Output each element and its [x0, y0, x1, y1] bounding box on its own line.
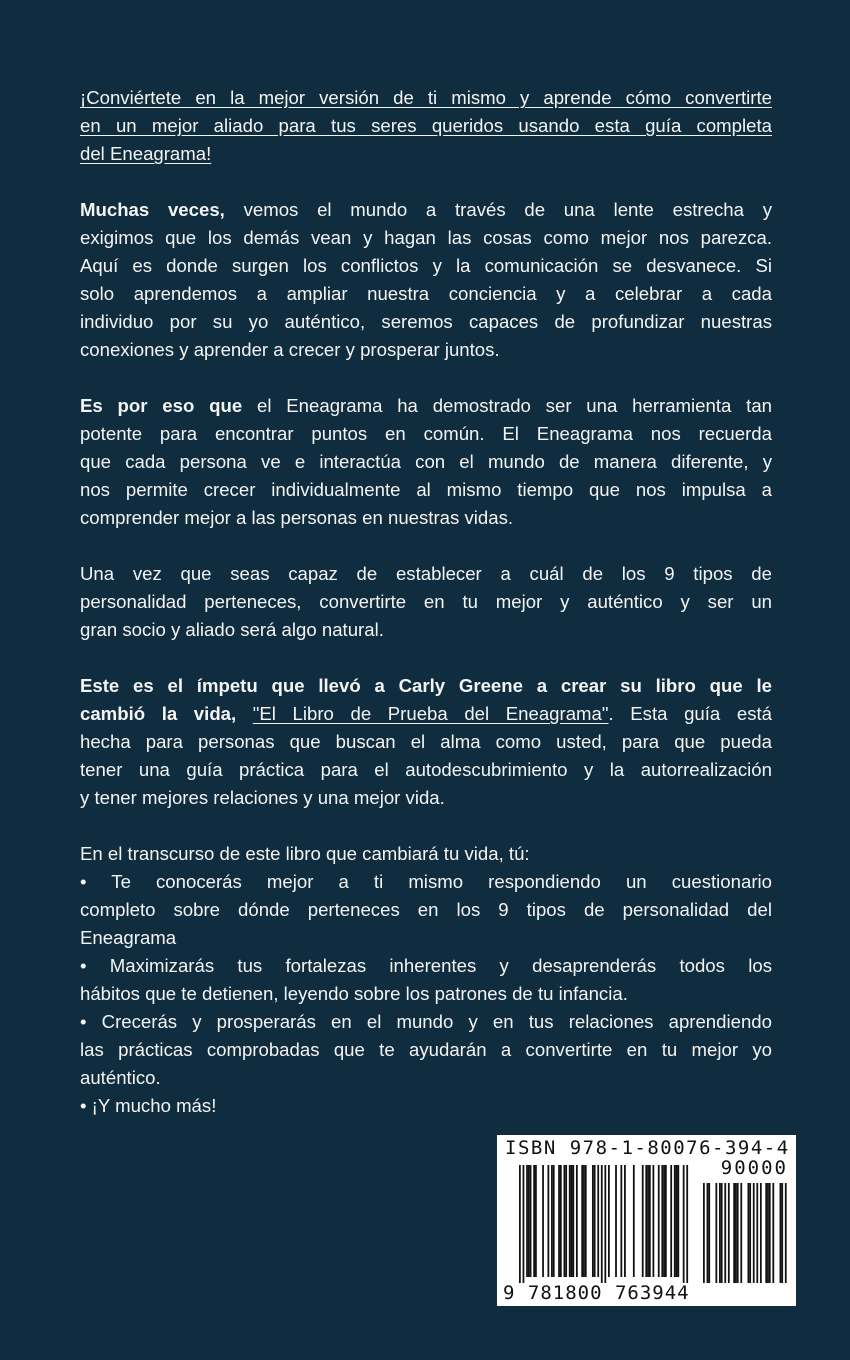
bold-text: cambió la vida, — [80, 703, 237, 724]
text-segment: • Te conocerás mejor a ti mismo respondiendo un cuestionario — [80, 871, 772, 892]
text-segment: • Maximizarás tus fortalezas inherentes y desaprenderás todos los — [80, 955, 772, 976]
addon-bar — [767, 1183, 769, 1283]
text-segment: que cada persona ve e interactúa con el mundo de manera diferente, y — [80, 451, 772, 472]
barcode-bar — [665, 1165, 667, 1277]
text-line — [80, 1092, 772, 1120]
addon-bar — [733, 1183, 735, 1283]
barcode-bar — [649, 1165, 651, 1277]
text-line — [80, 672, 772, 700]
paragraph — [80, 392, 772, 532]
text-line — [80, 280, 772, 308]
underlined-text: en un mejor aliado para tus seres queridos usando esta guía completa — [80, 115, 772, 136]
barcode-bar — [581, 1165, 583, 1277]
underlined-text: del Eneagrama! — [80, 143, 212, 164]
text-segment: las prácticas comprobadas que te ayudarán a convertirte en tu mejor yo — [80, 1039, 772, 1060]
text-segment: Una vez que seas capaz de establecer a cuál de los 9 tipos de — [80, 563, 772, 584]
underlined-text: ¡Conviértete en la mejor versión de ti mismo y aprende cómo convertirte — [80, 87, 772, 108]
isbn-label: ISBN 978-1-80076-394-4 — [505, 1137, 790, 1159]
text-line — [80, 252, 772, 280]
text-line — [80, 952, 772, 980]
barcode-bar — [633, 1165, 635, 1277]
underlined-text: "El Libro de Prueba del Eneagrama" — [252, 703, 609, 724]
isbn-barcode — [497, 1135, 796, 1306]
barcode-bar — [530, 1165, 532, 1277]
addon-bar — [737, 1183, 739, 1283]
barcode-bar — [601, 1165, 603, 1283]
barcode-bar — [542, 1165, 544, 1277]
barcode-bar — [670, 1165, 672, 1277]
barcode-addon-number: 90000 — [720, 1157, 788, 1179]
text-line — [80, 448, 772, 476]
text-segment: . Esta guía está — [608, 703, 772, 724]
text-segment: comprender mejor a las personas en nuestras vidas. — [80, 507, 514, 528]
addon-bar — [735, 1183, 737, 1283]
paragraph — [80, 560, 772, 644]
text-segment: Eneagrama — [80, 927, 177, 948]
text-segment: exigimos que los demás vean y hagan las cosas como mejor nos parezca. — [80, 227, 772, 248]
addon-bar — [753, 1183, 755, 1283]
text-segment: solo aprendemos a ampliar nuestra conciencia y a celebrar a cada — [80, 283, 772, 304]
text-segment: el Eneagrama ha demostrado ser una herramienta tan — [242, 395, 772, 416]
addon-bar — [765, 1183, 767, 1283]
text-line — [80, 700, 772, 728]
bold-text: Este es el ímpetu que llevó a Carly Greene a crear su libro que le — [80, 675, 772, 696]
barcode-bar — [620, 1165, 622, 1277]
addon-bar — [781, 1183, 783, 1283]
barcode-bar — [560, 1165, 562, 1277]
text-segment: personalidad perteneces, convertirte en tu mejor y auténtico y ser un — [80, 591, 772, 612]
addon-bar — [760, 1183, 762, 1283]
text-segment: auténtico. — [80, 1067, 161, 1088]
barcode-bar — [583, 1165, 585, 1277]
text-line — [80, 336, 772, 364]
text-segment: tener una guía práctica para el autodescubrimiento y la autorrealización — [80, 759, 772, 780]
text-segment: • ¡Y mucho más! — [80, 1095, 217, 1116]
text-line — [80, 1036, 772, 1064]
barcode-bar — [642, 1165, 644, 1277]
text-line — [80, 868, 772, 896]
addon-bar — [719, 1183, 721, 1283]
barcode-bar — [535, 1165, 537, 1277]
bold-text: Muchas veces, — [80, 199, 225, 220]
barcode-bar — [564, 1165, 566, 1277]
barcode-bar — [558, 1165, 560, 1277]
paragraph — [80, 196, 772, 364]
barcode-bar — [547, 1165, 549, 1277]
barcode-bar — [528, 1165, 530, 1277]
addon-bar — [772, 1183, 774, 1283]
text-line — [80, 756, 772, 784]
text-segment — [236, 703, 253, 724]
addon-bar — [721, 1183, 723, 1283]
paragraph — [80, 84, 772, 168]
text-line — [80, 84, 772, 112]
barcode-bar — [572, 1165, 574, 1277]
addon-bar — [748, 1183, 750, 1283]
text-segment: En el transcurso de este libro que cambiará tu vida, tú: — [80, 843, 530, 864]
text-line — [80, 140, 772, 168]
addon-bar — [708, 1183, 710, 1283]
text-line — [80, 616, 772, 644]
barcode-bar — [686, 1165, 688, 1283]
barcode-bar — [519, 1165, 521, 1283]
barcode-bar — [585, 1165, 587, 1277]
text-line — [80, 980, 772, 1008]
text-line — [80, 588, 772, 616]
text-segment: hecha para personas que buscan el alma como usted, para que pueda — [80, 731, 772, 752]
addon-bar — [769, 1183, 771, 1283]
addon-bar — [785, 1183, 787, 1283]
text-segment: completo sobre dónde perteneces en los 9 tipos de personalidad del — [80, 899, 772, 920]
text-line — [80, 784, 772, 812]
text-segment: potente para encontrar puntos en común. El Eneagrama nos recuerda — [80, 423, 772, 444]
bold-text: Es por eso que — [80, 395, 243, 416]
barcode-bar — [615, 1165, 617, 1277]
text-segment: • Crecerás y prosperarás en el mundo y en tus relaciones aprendiendo — [80, 1011, 772, 1032]
barcode-bar — [533, 1165, 535, 1277]
text-segment: individuo por su yo auténtico, seremos capaces de profundizar nuestras — [80, 311, 772, 332]
paragraph — [80, 840, 772, 1120]
barcode-bar — [565, 1165, 567, 1277]
barcode-bar — [597, 1165, 599, 1277]
text-segment: hábitos que te detienen, leyendo sobre los patrones de tu infancia. — [80, 983, 628, 1004]
barcode-bar — [526, 1165, 528, 1277]
text-segment: gran socio y aliado será algo natural. — [80, 619, 384, 640]
text-line — [80, 504, 772, 532]
addon-bar — [707, 1183, 709, 1283]
text-line — [80, 924, 772, 952]
text-line — [80, 1064, 772, 1092]
barcode-bar — [661, 1165, 663, 1277]
text-line — [80, 896, 772, 924]
addon-bar — [756, 1183, 758, 1283]
text-segment: y tener mejores relaciones y una mejor vida. — [80, 787, 445, 808]
addon-bar — [703, 1183, 705, 1283]
text-line — [80, 476, 772, 504]
barcode-bar — [592, 1165, 594, 1277]
text-line — [80, 560, 772, 588]
text-line — [80, 420, 772, 448]
barcode-bar — [594, 1165, 596, 1277]
barcode-bar — [676, 1165, 678, 1277]
addon-bar — [749, 1183, 751, 1283]
paragraph — [80, 672, 772, 812]
addon-bar — [715, 1183, 717, 1283]
text-line — [80, 196, 772, 224]
barcode-bar — [683, 1165, 685, 1283]
barcode-bar — [576, 1165, 578, 1277]
barcode-bar — [658, 1165, 660, 1277]
barcode-bar — [647, 1165, 649, 1277]
barcode-bar — [677, 1165, 679, 1277]
addon-bar — [724, 1183, 726, 1283]
barcode-bar — [569, 1165, 571, 1277]
text-line — [80, 308, 772, 336]
barcode-bar — [624, 1165, 626, 1277]
barcode-bar — [553, 1165, 555, 1277]
text-segment: Aquí es donde surgen los conflictos y la comunicación se desvanece. Si — [80, 255, 772, 276]
addon-bar — [728, 1183, 730, 1283]
text-line — [80, 840, 772, 868]
text-segment: conexiones y aprender a crecer y prosperar juntos. — [80, 339, 500, 360]
text-line — [80, 224, 772, 252]
barcode-bar — [571, 1165, 573, 1277]
text-line — [80, 392, 772, 420]
addon-bar — [780, 1183, 782, 1283]
text-segment: nos permite crecer individualmente al mismo tiempo que nos impulsa a — [80, 479, 772, 500]
back-cover-text — [80, 84, 772, 1120]
barcode-bar — [608, 1165, 610, 1277]
text-line — [80, 1008, 772, 1036]
barcode-bar — [551, 1165, 553, 1277]
barcode-bar — [645, 1165, 647, 1277]
barcode-bar — [674, 1165, 676, 1277]
addon-bar — [740, 1183, 742, 1283]
text-segment: vemos el mundo a través de una lente estrecha y — [224, 199, 772, 220]
barcode-bar — [653, 1165, 655, 1277]
barcode-bar — [523, 1165, 525, 1283]
barcode-bar — [604, 1165, 606, 1283]
text-line — [80, 112, 772, 140]
barcode-bar — [663, 1165, 665, 1277]
ean-number: 9 781800 763944 — [503, 1282, 690, 1304]
text-line — [80, 728, 772, 756]
